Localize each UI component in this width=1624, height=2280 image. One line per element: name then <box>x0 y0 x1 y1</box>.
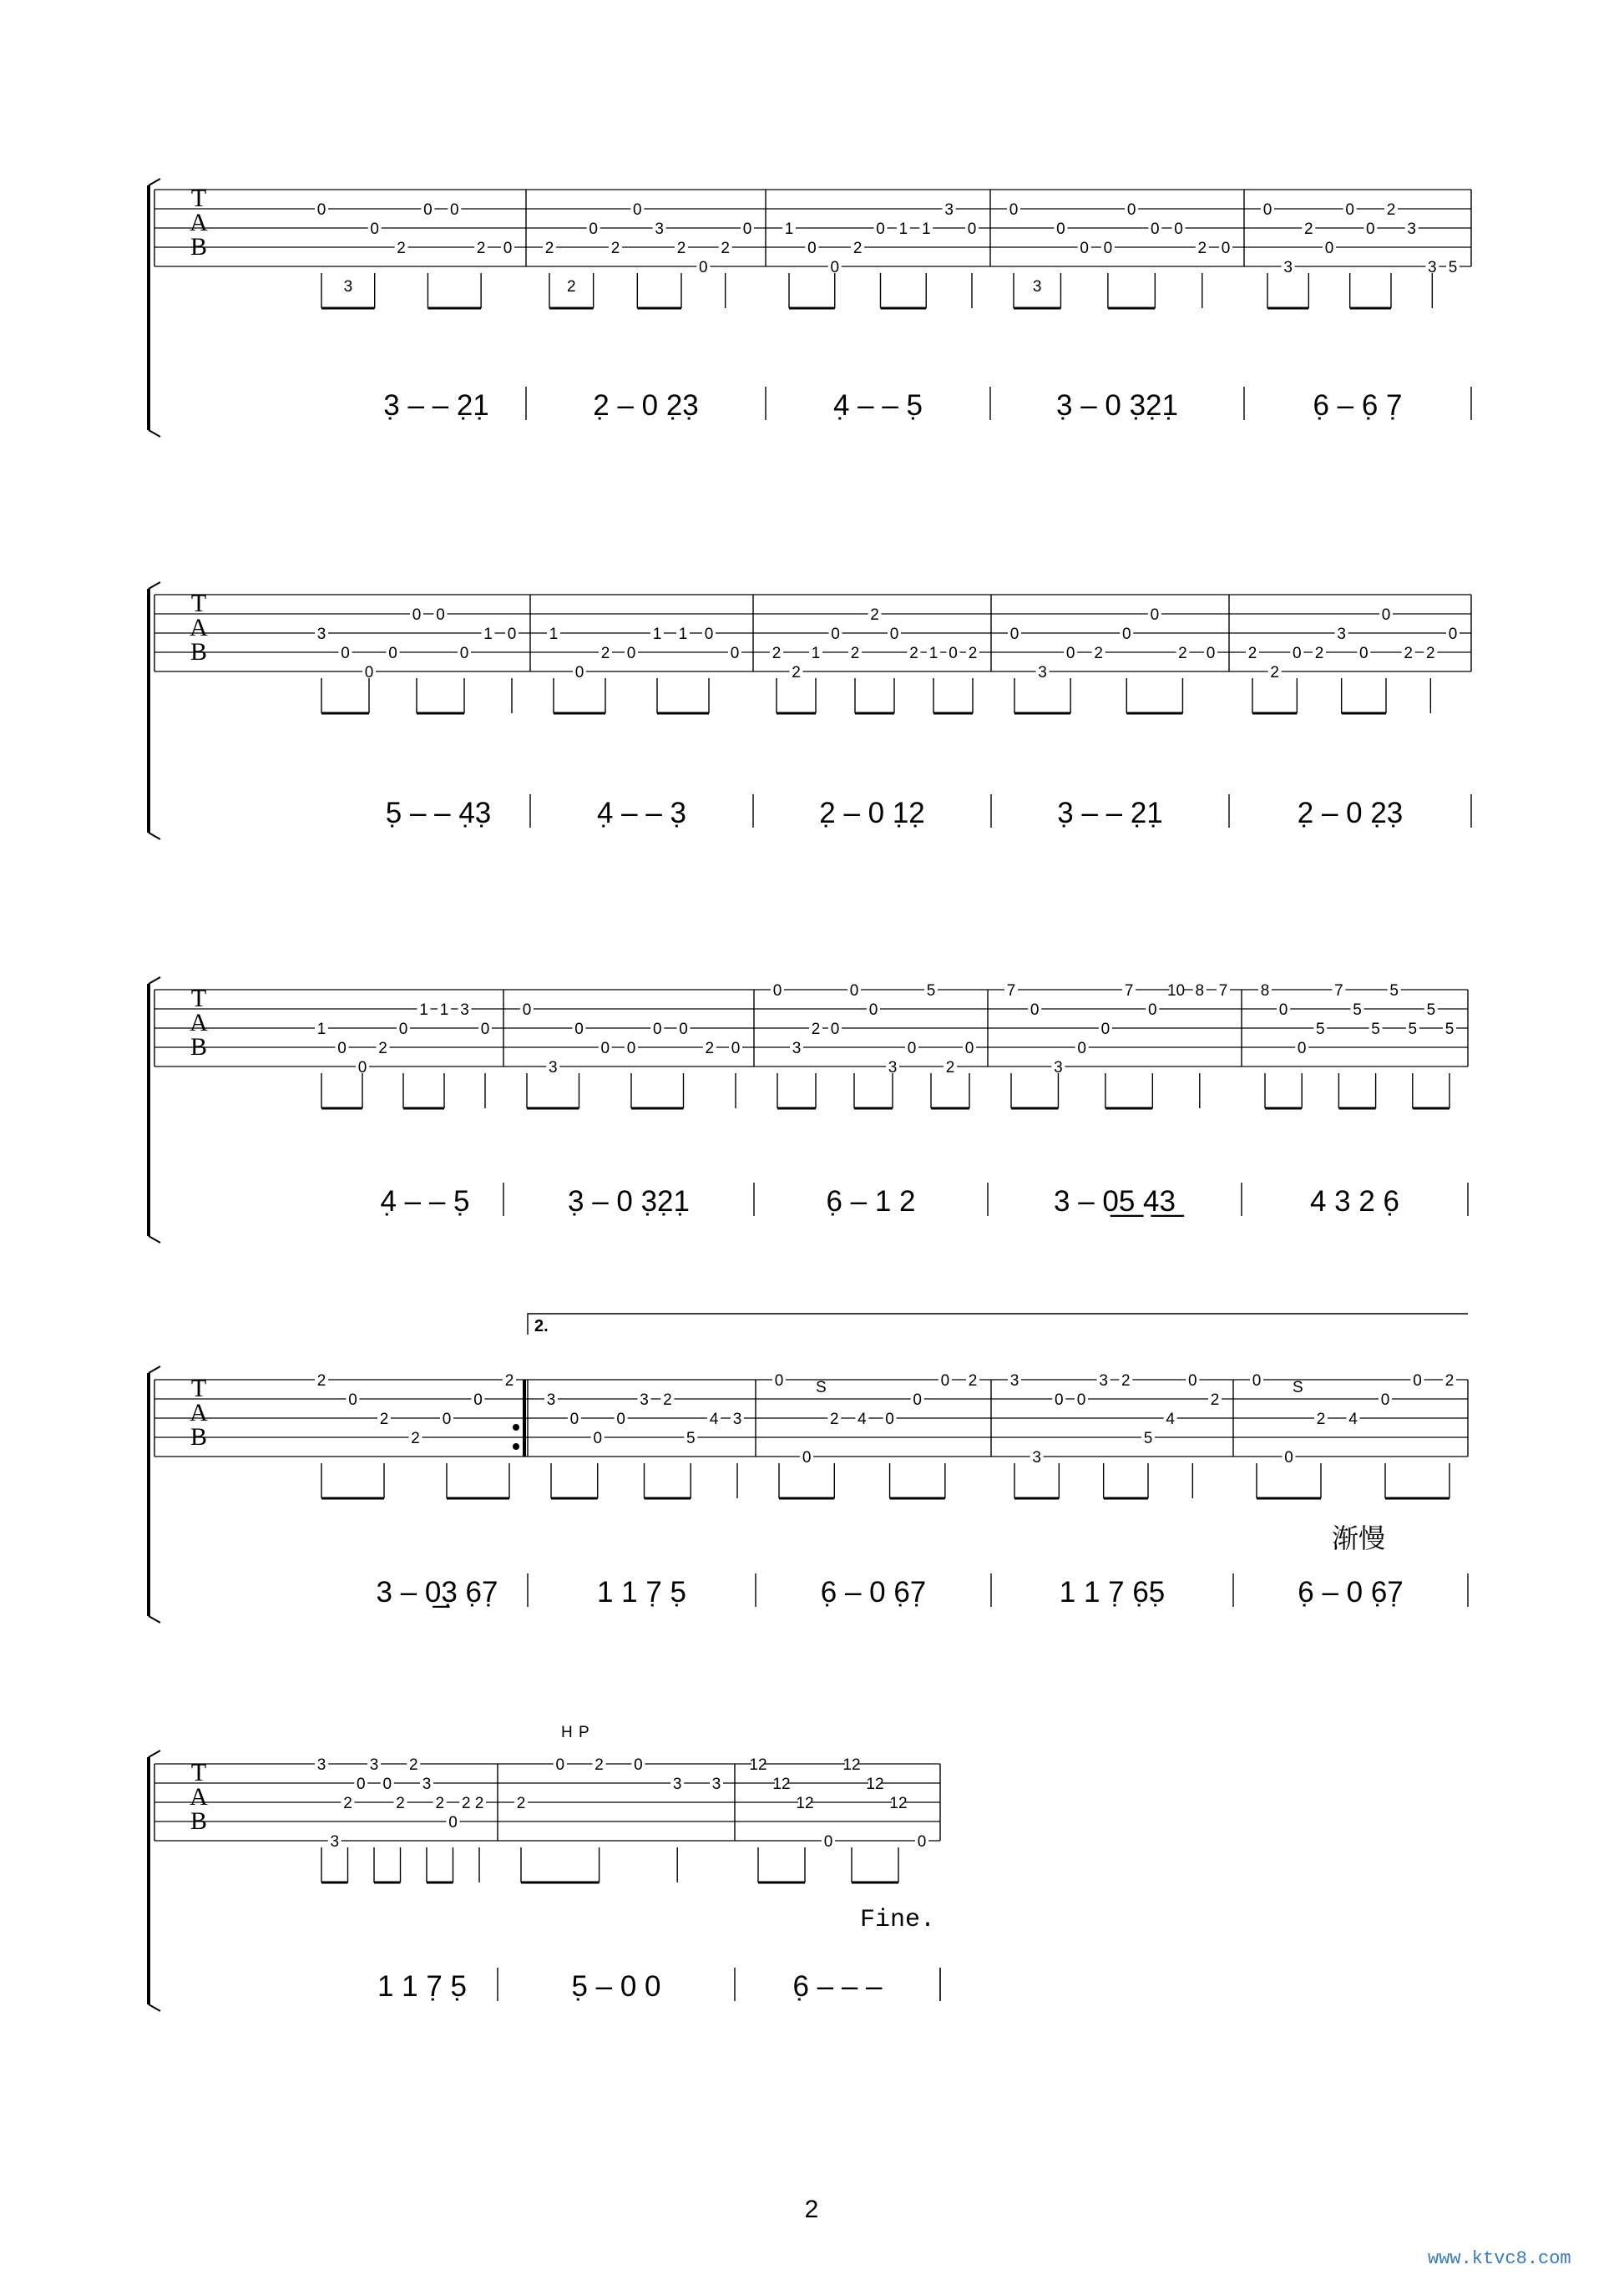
tab-fret-number: 0 <box>555 1756 565 1774</box>
tab-clef-letter: B <box>190 233 208 261</box>
tab-fret-number: 0 <box>1077 1040 1086 1057</box>
tab-fret-number: 0 <box>459 645 469 662</box>
tab-fret-number: 1 <box>439 1001 449 1019</box>
tab-fret-number: 0 <box>1126 201 1136 219</box>
tab-fret-number: 3 <box>369 1756 379 1774</box>
jianpu-measure: 2̣ – 0 1̣2̣ <box>819 797 925 829</box>
tab-fret-number: 0 <box>1056 220 1065 238</box>
tab-clef-letter: T <box>190 1759 207 1786</box>
tab-fret-number: 0 <box>503 240 513 257</box>
tab-fret-number: 0 <box>442 1411 452 1428</box>
tab-fret-number: 2 <box>476 240 486 257</box>
tab-fret-number: 2 <box>516 1795 526 1812</box>
tab-fret-number: 3 <box>460 1001 469 1019</box>
repeat-dot <box>513 1424 519 1431</box>
tab-fret-number: 2 <box>1316 1411 1326 1428</box>
tab-fret-number: 12 <box>866 1776 884 1793</box>
tab-fret-number: 2 <box>411 1430 420 1447</box>
tab-fret-number: 0 <box>569 1411 579 1428</box>
tab-fret-number: 1 <box>784 220 794 238</box>
tab-fret-number: 0 <box>1206 645 1216 662</box>
jianpu-measure: 3̣ – 0 3̣2̣1̣ <box>1056 389 1178 422</box>
tab-fret-number: 2 <box>772 645 782 662</box>
tab-fret-number: 0 <box>907 1040 917 1057</box>
tab-fret-number: 0 <box>316 201 326 219</box>
tab-fret-number: 0 <box>1324 240 1334 257</box>
bracket-bottom-hook <box>149 833 160 839</box>
tab-fret-number: 4 <box>1166 1411 1175 1428</box>
tab-fret-number: 3 <box>546 1391 556 1409</box>
tab-clef-letter: A <box>190 1009 208 1036</box>
tab-fret-number: 1 <box>928 645 938 662</box>
tab-fret-number: 2 <box>721 240 730 257</box>
tab-fret-number: 2 <box>968 1372 978 1390</box>
site-watermark: www.ktvc8.com <box>1428 2248 1571 2269</box>
tab-fret-number: 2 <box>1210 1391 1220 1409</box>
tab-fret-number: 0 <box>730 645 740 662</box>
tab-fret-number: 0 <box>1252 1372 1262 1390</box>
tab-fret-number: 2 <box>945 1059 955 1077</box>
tab-fret-number: 0 <box>704 626 714 643</box>
tab-fret-number: 0 <box>885 1411 894 1428</box>
tab-fret-number: 2 <box>610 240 620 257</box>
tab-fret-number: 3 <box>672 1776 682 1793</box>
tab-fret-number: 0 <box>1065 645 1075 662</box>
tab-fret-number: 5 <box>1389 982 1399 1000</box>
tab-clef-letter: A <box>190 614 208 641</box>
bracket-bottom-hook <box>149 2004 160 2011</box>
tab-fret-number: 0 <box>823 1833 833 1851</box>
tab-fret-number: 1 <box>483 626 493 643</box>
tab-fret-number: 2 <box>316 1372 326 1390</box>
tab-fret-number: 4 <box>709 1411 719 1428</box>
tab-fret-number: 1 <box>921 220 931 238</box>
tab-fret-number: 5 <box>1371 1021 1380 1038</box>
jianpu-measure: 2̣ – 0 2̣3̣ <box>593 389 699 422</box>
tab-fret-number: 3 <box>944 201 954 219</box>
tab-fret-number: 0 <box>348 1391 357 1409</box>
tab-fret-number: 0 <box>1080 240 1089 257</box>
tab-fret-number: 0 <box>807 240 817 257</box>
bracket-bottom-hook <box>149 430 160 437</box>
score-system <box>149 179 1471 437</box>
tab-fret-number: 2 <box>594 1756 604 1774</box>
tab-fret-number: 5 <box>926 982 936 1000</box>
jianpu-measure: 4̣ – – 3̣ <box>596 797 687 829</box>
tab-fret-number: 2 <box>544 240 554 257</box>
tab-fret-number: 4 <box>1348 1411 1358 1428</box>
tab-fret-number: 12 <box>889 1795 908 1812</box>
tab-clef-letter: A <box>190 1783 208 1811</box>
tab-fret-number: 0 <box>574 1021 584 1038</box>
tab-fret-number: 0 <box>507 626 517 643</box>
tab-fret-number: 2 <box>705 1040 715 1057</box>
tab-fret-number: 0 <box>1221 240 1231 257</box>
tab-fret-number: 0 <box>699 259 708 276</box>
tab-clef-letter: B <box>190 1033 208 1061</box>
tab-fret-number: 0 <box>388 645 397 662</box>
bracket-bottom-hook <box>149 1616 160 1623</box>
tab-fret-number: 0 <box>1150 606 1160 624</box>
tab-fret-number: 0 <box>889 626 899 643</box>
tab-fret-number: 0 <box>679 1021 688 1038</box>
tab-fret-number: 0 <box>616 1411 625 1428</box>
tab-fret-number: 3 <box>1283 259 1293 276</box>
tab-fret-number: 0 <box>868 1001 878 1019</box>
tab-fret-number: 0 <box>634 1756 643 1774</box>
score-system <box>149 1366 1468 1623</box>
tab-fret-number: 1 <box>419 1001 428 1019</box>
tab-fret-number: 7 <box>1124 982 1134 1000</box>
score-system <box>149 1751 940 2011</box>
tab-fret-number: 0 <box>967 220 977 238</box>
tab-fret-number: 2 <box>397 240 406 257</box>
tab-fret-number: 2 <box>968 645 978 662</box>
tab-fret-number: 0 <box>652 1021 662 1038</box>
tab-fret-number: 0 <box>423 201 433 219</box>
tab-fret-number: 2 <box>870 606 879 624</box>
tab-clef-letter: T <box>190 185 207 212</box>
tab-fret-number: 0 <box>448 1814 458 1832</box>
tab-fret-number: 0 <box>1359 645 1369 662</box>
bracket-bottom-hook <box>149 1236 160 1243</box>
tab-fret-number: 2 <box>1404 645 1413 662</box>
tab-fret-number: 0 <box>772 982 782 1000</box>
tab-clef-letter: B <box>190 1807 208 1835</box>
tab-fret-number: 0 <box>370 220 380 238</box>
tab-fret-number: 0 <box>341 645 350 662</box>
jianpu-measure: 3 – 0̲5̲ 4̲3̲ <box>1054 1185 1176 1218</box>
bracket-top-hook <box>149 1751 160 1757</box>
tab-fret-number: 2 <box>1178 645 1187 662</box>
repeat-dot <box>513 1443 519 1450</box>
tab-clef-letter: A <box>190 1399 208 1426</box>
hammer-on-mark: H <box>561 1724 573 1741</box>
tab-fret-number: 0 <box>964 1040 974 1057</box>
tab-fret-number: 0 <box>600 1040 610 1057</box>
tab-fret-number: 0 <box>1188 1372 1197 1390</box>
tab-fret-number: 5 <box>1444 1021 1455 1038</box>
tab-fret-number: 5 <box>1426 1001 1436 1019</box>
tab-fret-number: 1 <box>811 645 821 662</box>
tab-clef-letter: T <box>190 1375 207 1402</box>
tab-fret-number: 12 <box>749 1756 767 1774</box>
jianpu-measure: 6̣ – 0 6̣7̣ <box>1298 1576 1404 1609</box>
tab-fret-number: 1 <box>652 626 662 643</box>
tab-fret-number: 2 <box>435 1795 445 1812</box>
tab-fret-number: 3 <box>1038 664 1047 681</box>
tab-fret-number: 5 <box>1143 1430 1153 1447</box>
jianpu-measure: 6̣ – 1 2 <box>826 1185 916 1218</box>
tab-fret-number: 2 <box>829 1411 839 1428</box>
tab-fret-number: 0 <box>940 1372 950 1390</box>
jianpu-measure: 3̣ – – 2̣1̣ <box>1057 797 1163 829</box>
tab-fret-number: 0 <box>337 1040 347 1057</box>
tab-fret-number: 0 <box>913 1391 923 1409</box>
jianpu-measure: 6̣ – 0 6̣7̣ <box>820 1576 927 1609</box>
tab-fret-number: 2 <box>1270 664 1279 681</box>
tab-fret-number: 0 <box>356 1776 366 1793</box>
tab-fret-number: 3 <box>422 1776 432 1793</box>
tab-fret-number: 5 <box>1316 1021 1325 1038</box>
tab-fret-number: 2 <box>811 1021 821 1038</box>
jianpu-measure: 4̣ – – 5̣ <box>380 1185 470 1218</box>
score-system <box>149 977 1468 1243</box>
tab-fret-number: 0 <box>849 982 859 1000</box>
tab-fret-number: 5 <box>1408 1021 1418 1038</box>
tab-fret-number: 2 <box>676 240 686 257</box>
bracket-top-hook <box>149 582 160 589</box>
jianpu-measure: 1 1 7̣ 5̣ <box>596 1576 687 1609</box>
tab-fret-number: 2 <box>567 278 576 296</box>
ending-bracket <box>528 1314 1468 1335</box>
tab-fret-number: 0 <box>364 664 374 681</box>
tab-fret-number: 3 <box>792 1040 802 1057</box>
tab-fret-number: 0 <box>831 626 840 643</box>
tab-fret-number: 0 <box>1151 220 1160 238</box>
tab-fret-number: 3 <box>548 1059 558 1077</box>
tab-fret-number: 0 <box>1100 1021 1110 1038</box>
tab-fret-number: 0 <box>1121 626 1131 643</box>
tab-fret-number: 0 <box>626 645 636 662</box>
tab-fret-number: 0 <box>1366 220 1375 238</box>
tab-fret-number: 0 <box>593 1430 603 1447</box>
tab-fret-number: 2 <box>1121 1372 1131 1390</box>
tab-fret-number: 2 <box>396 1795 405 1812</box>
tab-fret-number: 0 <box>917 1833 927 1851</box>
tab-fret-number: 3 <box>1054 1059 1063 1077</box>
tab-fret-number: 0 <box>1413 1372 1422 1390</box>
tab-fret-number: 2 <box>600 645 610 662</box>
tab-fret-number: 3 <box>1337 626 1346 643</box>
jianpu-measure: 6̣ – – – <box>792 1970 883 2003</box>
tab-fret-number: 3 <box>732 1411 742 1428</box>
bracket-top-hook <box>149 977 160 984</box>
tab-fret-number: 2 <box>1314 645 1324 662</box>
tab-fret-number: 3 <box>1407 220 1416 238</box>
tab-fret-number: 0 <box>382 1776 392 1793</box>
tab-fret-number: 0 <box>522 1001 532 1019</box>
tab-fret-number: 2 <box>909 645 918 662</box>
tab-fret-number: 2 <box>792 664 801 681</box>
tab-fret-number: 0 <box>626 1040 636 1057</box>
page-number: 2 <box>804 2196 819 2223</box>
tab-fret-number: 2 <box>1386 201 1396 219</box>
tab-fret-number: 0 <box>1448 626 1458 643</box>
tab-fret-number: 8 <box>1195 982 1205 1000</box>
tab-fret-number: 0 <box>473 1391 483 1409</box>
tab-fret-number: 3 <box>330 1833 340 1851</box>
bracket-top-hook <box>149 1366 160 1373</box>
tab-fret-number: 2 <box>379 1411 389 1428</box>
tab-fret-number: 12 <box>772 1776 791 1793</box>
tab-fret-number: 0 <box>1381 606 1391 624</box>
jianpu-measure: 3 – 0̲3̣ 6̣7̣ <box>376 1576 498 1609</box>
tab-fret-number: 0 <box>633 201 642 219</box>
tab-fret-number: 0 <box>1009 626 1019 643</box>
tab-fret-number: 2 <box>1444 1372 1455 1390</box>
tab-fret-number: 0 <box>742 220 752 238</box>
tab-fret-number: 3 <box>711 1776 721 1793</box>
tab-fret-number: 5 <box>686 1430 696 1447</box>
tab-fret-number: 0 <box>1380 1391 1390 1409</box>
jianpu-measure: 5̣ – 0 0 <box>571 1970 661 2003</box>
tab-fret-number: 0 <box>802 1449 812 1467</box>
tab-fret-number: 3 <box>316 1756 326 1774</box>
tab-fret-number: 2 <box>1304 220 1313 238</box>
jianpu-measure: 6̣ – 6̣ 7̣ <box>1313 389 1403 422</box>
tab-fret-number: 2 <box>1094 645 1104 662</box>
tab-fret-number: 7 <box>1006 982 1016 1000</box>
tab-fret-number: 5 <box>1353 1001 1362 1019</box>
tab-fret-number: 0 <box>1055 1391 1064 1409</box>
tab-fret-number: 3 <box>1009 1372 1019 1390</box>
tab-fret-number: 3 <box>343 278 353 296</box>
tab-clef-letter: A <box>190 209 208 236</box>
tab-fret-number: 2 <box>343 1795 352 1812</box>
tab-fret-number: 1 <box>316 1021 326 1038</box>
tab-fret-number: 0 <box>480 1021 490 1038</box>
tab-fret-number: 2 <box>408 1756 418 1774</box>
tab-fret-number: 3 <box>1428 259 1437 276</box>
tab-fret-number: 2 <box>663 1391 672 1409</box>
tab-fret-number: 0 <box>1278 1001 1288 1019</box>
tab-fret-number: 4 <box>858 1411 867 1428</box>
tab-fret-number: 0 <box>731 1040 741 1057</box>
tab-fret-number: 7 <box>1334 982 1343 1000</box>
tab-fret-number: 2 <box>1197 240 1207 257</box>
tab-fret-number: 5 <box>1448 259 1458 276</box>
tab-fret-number: 12 <box>842 1756 861 1774</box>
tab-fret-number: 10 <box>1166 982 1186 1000</box>
pull-off-mark: P <box>579 1724 589 1741</box>
tab-fret-number: 0 <box>1030 1001 1040 1019</box>
tab-fret-number: 3 <box>655 220 664 238</box>
tab-fret-number: 2 <box>852 240 863 257</box>
tab-fret-number: 0 <box>412 606 422 624</box>
bracket-top-hook <box>149 179 160 185</box>
tab-fret-number: 0 <box>1174 220 1183 238</box>
jianpu-measure: 1 1 7̣ 6̣5̣ <box>1059 1576 1166 1609</box>
tab-fret-number: 12 <box>796 1795 814 1812</box>
jianpu-measure: 2̣ – 0 2̣3̣ <box>1297 797 1404 829</box>
tab-fret-number: 2 <box>378 1040 387 1057</box>
tab-fret-number: 8 <box>1260 982 1270 1000</box>
tab-fret-number: 2 <box>504 1372 514 1390</box>
tab-fret-number: 0 <box>1293 645 1302 662</box>
jianpu-measure: 4 3 2 6̣ <box>1309 1185 1400 1218</box>
tab-clef-letter: T <box>190 985 207 1012</box>
tab-fret-number: 2 <box>1426 645 1435 662</box>
tab-fret-number: 0 <box>436 606 445 624</box>
tab-fret-number: 0 <box>1284 1449 1293 1467</box>
tab-fret-number: 3 <box>1032 1449 1041 1467</box>
jianpu-measure: 3̣ – 0 3̣2̣1̣ <box>568 1185 690 1218</box>
jianpu-measure: 5̣ – – 4̣3̣ <box>385 797 492 829</box>
tab-fret-number: 0 <box>830 1021 840 1038</box>
fine-mark: Fine. <box>860 1906 936 1934</box>
slide-mark: S <box>816 1379 827 1396</box>
tab-fret-number: 2 <box>461 1795 471 1812</box>
tab-fret-number: 0 <box>357 1059 367 1077</box>
tab-fret-number: 3 <box>888 1059 898 1077</box>
jianpu-measure: 1 1 7̣ 5̣ <box>377 1970 468 2003</box>
tab-fret-number: 2 <box>850 645 860 662</box>
tab-fret-number: 0 <box>774 1372 784 1390</box>
tab-fret-number: 0 <box>589 220 598 238</box>
tab-fret-number: 1 <box>678 626 688 643</box>
tab-fret-number: 0 <box>1148 1001 1157 1019</box>
tab-clef-letter: B <box>190 638 208 666</box>
tab-fret-number: 0 <box>949 645 958 662</box>
tab-fret-number: 2 <box>474 1795 484 1812</box>
tab-fret-number: 1 <box>549 626 559 643</box>
jianpu-measure: 3̣ – – 2̣1̣ <box>383 389 489 422</box>
tab-fret-number: 3 <box>316 626 326 643</box>
tab-fret-number: 0 <box>830 259 840 276</box>
tab-clef-letter: B <box>190 1423 208 1451</box>
tab-fret-number: 1 <box>898 220 908 238</box>
score-systems <box>149 179 1471 2011</box>
ending-label: 2. <box>534 1317 549 1335</box>
tab-fret-number: 3 <box>640 1391 649 1409</box>
tab-fret-number: 0 <box>1103 240 1113 257</box>
tab-fret-number: 0 <box>1262 201 1272 219</box>
tab-fret-number: 2 <box>1247 645 1257 662</box>
slide-mark: S <box>1293 1379 1303 1396</box>
tab-fret-number: 0 <box>398 1021 408 1038</box>
jianpu-measure: 4̣ – – 5̣ <box>832 389 923 422</box>
tab-fret-number: 0 <box>1076 1391 1086 1409</box>
score-system <box>149 582 1471 839</box>
tab-fret-number: 0 <box>1009 201 1019 219</box>
tab-fret-number: 0 <box>574 664 584 681</box>
tab-fret-number: 0 <box>1345 201 1354 219</box>
tempo-mark: 渐慢 <box>1332 1523 1386 1554</box>
tab-clef-letter: T <box>190 590 207 617</box>
tab-fret-number: 3 <box>1099 1372 1108 1390</box>
tab-fret-number: 0 <box>876 220 885 238</box>
tab-fret-number: 7 <box>1218 982 1228 1000</box>
tab-fret-number: 3 <box>1032 278 1042 296</box>
tab-fret-number: 0 <box>1297 1040 1307 1057</box>
tab-fret-number: 0 <box>449 201 459 219</box>
